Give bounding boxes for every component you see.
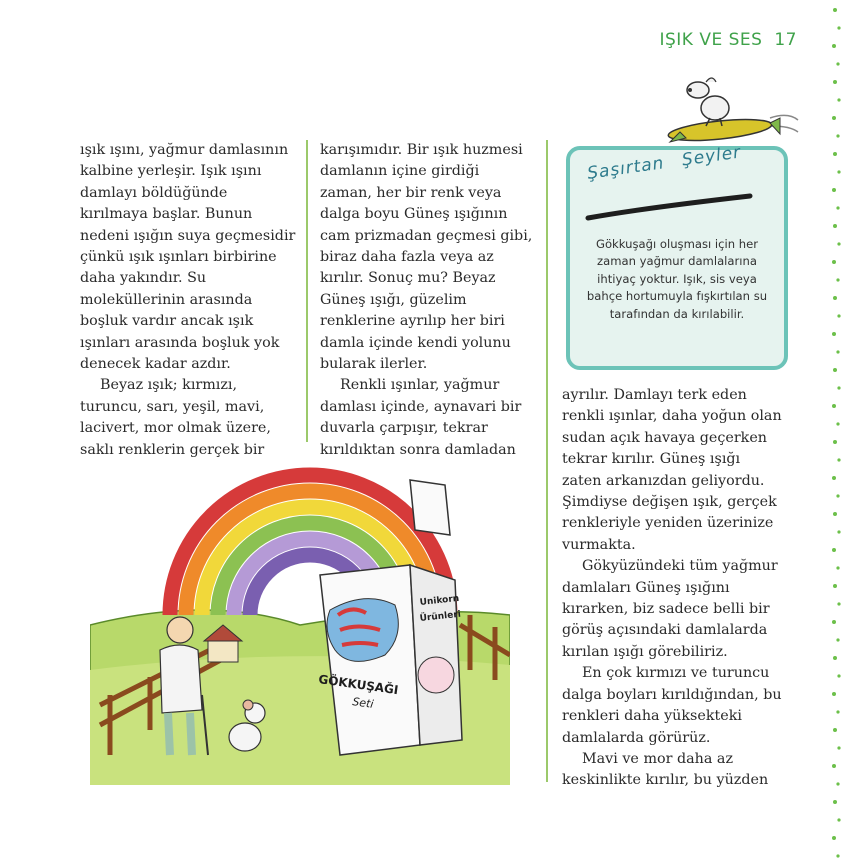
paragraph: Beyaz ışık; kırmızı, turuncu, sarı, yeşil, mavi, lacivert, mor olmak üzere, saklı renklerin gerçek bir bbox=[80, 377, 271, 458]
box-label-sub: Seti bbox=[351, 695, 375, 711]
chapter-title: IŞIK VE SES bbox=[659, 30, 763, 50]
text-column-1 bbox=[80, 140, 298, 461]
page-header bbox=[659, 30, 797, 50]
column-rule-1 bbox=[306, 140, 308, 442]
fact-box-title-word: Şaşırtan bbox=[586, 153, 666, 184]
paragraph: Mavi ve mor daha az keskinlikte kırılır, bu yüzden bbox=[562, 750, 769, 789]
paragraph: En çok kırmızı ve turuncu dalga boyları kırıldığından, bu renkleri daha yüksekteki damlalarda görürüz. bbox=[562, 665, 782, 746]
dotted-border-icon bbox=[815, 0, 867, 867]
dog-on-rocket-icon bbox=[660, 68, 800, 153]
text-column-3 bbox=[562, 385, 782, 792]
paragraph: karışımıdır. Bir ışık huzmesi damlanın içine girdiği zaman, her bir renk veya dalga boyu Güneş ışığının cam prizmadan geçmesi gibi, biraz daha fazla veya az kırılır. Sonuç mu? Beyaz Güneş ışığı, güzelim renklerine ayrılıp her biri damla içinde kendi yolunu bularak ilerler. bbox=[320, 142, 533, 373]
text-column-2 bbox=[320, 140, 535, 461]
page-number: 17 bbox=[774, 30, 797, 50]
fact-box-title-word: Şeyler bbox=[680, 142, 743, 171]
column-rule-2 bbox=[546, 140, 548, 782]
box-side-label: Unikorn bbox=[419, 593, 460, 608]
fact-box-title bbox=[586, 142, 742, 183]
box-side-label: Ürünleri bbox=[419, 609, 462, 624]
fact-box-text: Gökkuşağı oluşması için her zaman yağmur damlalarına ihtiyaç yoktur. Işık, sis veya bahçe hortumuyla fışkırtılan su tarafından da kırılabilir. bbox=[586, 237, 768, 321]
paragraph: Renkli ışınlar, yağmur damlası içinde, aynavari bir duvarla çarpışır, tekrar kırıldıktan sonra damladan bbox=[320, 377, 522, 458]
brush-stroke-icon bbox=[584, 188, 754, 222]
paragraph: Gökyüzündeki tüm yağmur damlaları Güneş ışığını kırarken, biz sadece belli bir görüş açısındaki damlalarda kırılan ışığı görebiliriz. bbox=[562, 558, 778, 660]
fact-box bbox=[566, 142, 788, 370]
paragraph: ışık ışını, yağmur damlasının kalbine yerleşir. Işık ışını damlayı böldüğünde kırılmaya başlar. Bunun nedeni ışığın suya geçmesidir çünkü ışık ışınları birbirine daha yakındır. Su moleküllerinin arasında boşluk vardır ancak ışık ışınları arasında boşluk yok denecek kadar azdır. bbox=[80, 142, 296, 373]
paragraph: ayrılır. Damlayı terk eden renkli ışınlar, daha yoğun olan sudan açık havaya geçerken tekrar kırılır. Güneş ışığı zaten arkanızdan geliyordu. Şimdiyse değişen ışık, gerçek renkleriyle yeniden üzerinize vurmakta. bbox=[562, 387, 782, 553]
box-label-main: GÖKKUŞAĞI bbox=[317, 672, 400, 698]
rainbow-illustration-icon bbox=[90, 455, 510, 785]
